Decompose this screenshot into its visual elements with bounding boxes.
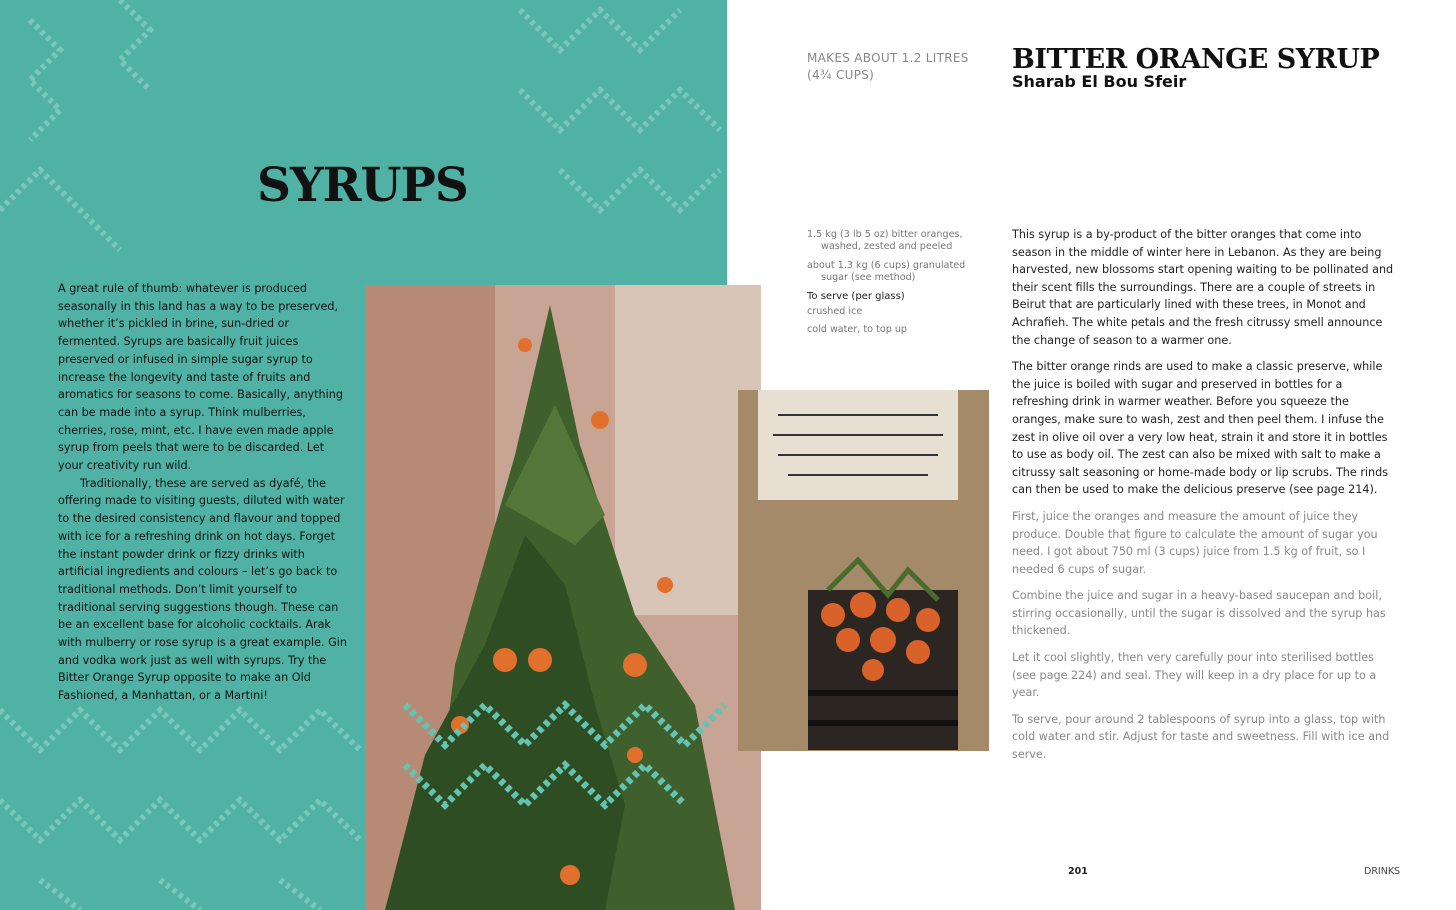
- ingredients-list: [807, 229, 992, 343]
- pattern-top: [0, 0, 727, 260]
- section-heading: SYRUPS: [257, 158, 468, 213]
- method-step: First, juice the oranges and measure the amount of juice they produce. Double that figure to calculate the amount of sugar you need. I got about 750 ml (3 cups) juice from 1.5 kg of fruit, so I needed 6 cups of sugar.: [1012, 509, 1378, 576]
- intro-text: [58, 280, 348, 705]
- serve-item: cold water, to top up: [807, 324, 908, 336]
- recipe-yield-line-2: (4¾ CUPS): [807, 68, 875, 82]
- page-number: 201: [1068, 866, 1088, 877]
- recipe-yield-line-1: MAKES ABOUT 1.2 LITRES: [807, 51, 969, 65]
- serve-heading: To serve (per glass): [807, 290, 905, 302]
- method-step: Combine the juice and sugar in a heavy-based saucepan and boil, stirring occasionally, until the sugar is dissolved and the syrup has thickened.: [1012, 589, 1386, 638]
- orange-tree-photo: [365, 285, 761, 910]
- serve-item: crushed ice: [807, 306, 863, 318]
- recipe-intro-paragraph: This syrup is a by-product of the bitter oranges that come into season in the middle of winter here in Lebanon. As they are being harvested, new blossoms start opening waiting to be pollinated and their scent fills the surroundings. There are a couple of streets in Beirut that are particularly lined with these trees, in Monot and Achrafieh. The white petals and the fresh citrussy smell announce the change of season to a warmer one.: [1012, 228, 1394, 347]
- recipe-intro-paragraph: The bitter orange rinds are used to make a classic preserve, while the juice is boiled with sugar and preserved in bottles for a refreshing drink in warmer weather. Before you squeeze the oranges, make sure to wash, zest and then peel them. I infuse the zest in olive oil over a very low heat, strain it and store it in bottles to use as body oil. The zest can also be mixed with salt to make a citrussy salt seasoning or home-made body or lip scrubs. The rinds can then be used to make the delicious preserve (see page 214).: [1012, 360, 1389, 497]
- intro-paragraph-2: Traditionally, these are served as dyafé, the offering made to visiting guests, diluted with water to the desired consistency and flavour and topped with ice for a refreshing drink on hot days. Forget the instant powder drink or fizzy drinks with artificial ingredients and colours – let’s go back to traditional methods. Don’t limit yourself to traditional serving suggestions though. These can be an excellent base for alcoholic cocktails. Arak with mulberry or rose syrup is a great example. Gin and vodka work just as well with syrups. Try the Bitter Orange Syrup opposite to make an Old Fashioned, a Manhattan, or a Martini!: [58, 476, 347, 703]
- recipe-title: BITTER ORANGE SYRUP: [1012, 44, 1380, 75]
- orange-tree-illustration: [365, 285, 761, 910]
- orange-crate-illustration: [738, 390, 989, 751]
- ingredient-item: about 1.3 kg (6 cups) granulated sugar (see method): [807, 259, 966, 284]
- recipe-subtitle: Sharab El Bou Sfeir: [1012, 72, 1187, 91]
- method-step: Let it cool slightly, then very carefully pour into sterilised bottles (see page 224) and seal. They will keep in a dry place for up to a year.: [1012, 651, 1377, 700]
- method-step: To serve, pour around 2 tablespoons of syrup into a glass, top with cold water and stir. Adjust for taste and sweetness. Fill with ice and serve.: [1012, 712, 1390, 762]
- intro-paragraph-1: A great rule of thumb: whatever is produced seasonally in this land has a way to be preserved, whether it’s pickled in brine, sun-dried or fermented. Syrups are basically fruit juices preserved or infused in simple sugar syrup to increase the longevity and taste of fruits and aromatics for seasons to come. Basically, anything can be made into a syrup. Think mulberries, cherries, rose, mint, etc. I have even made apple syrup from peels that were to be discarded. Let your creativity run wild.: [58, 282, 343, 473]
- orange-crate-photo: [738, 390, 989, 751]
- section-name: DRINKS: [1364, 866, 1401, 877]
- recipe-yield: [807, 50, 969, 84]
- recipe-body: [1012, 226, 1398, 773]
- ingredient-item: 1.5 kg (3 lb 5 oz) bitter oranges, washed, zested and peeled: [807, 229, 963, 253]
